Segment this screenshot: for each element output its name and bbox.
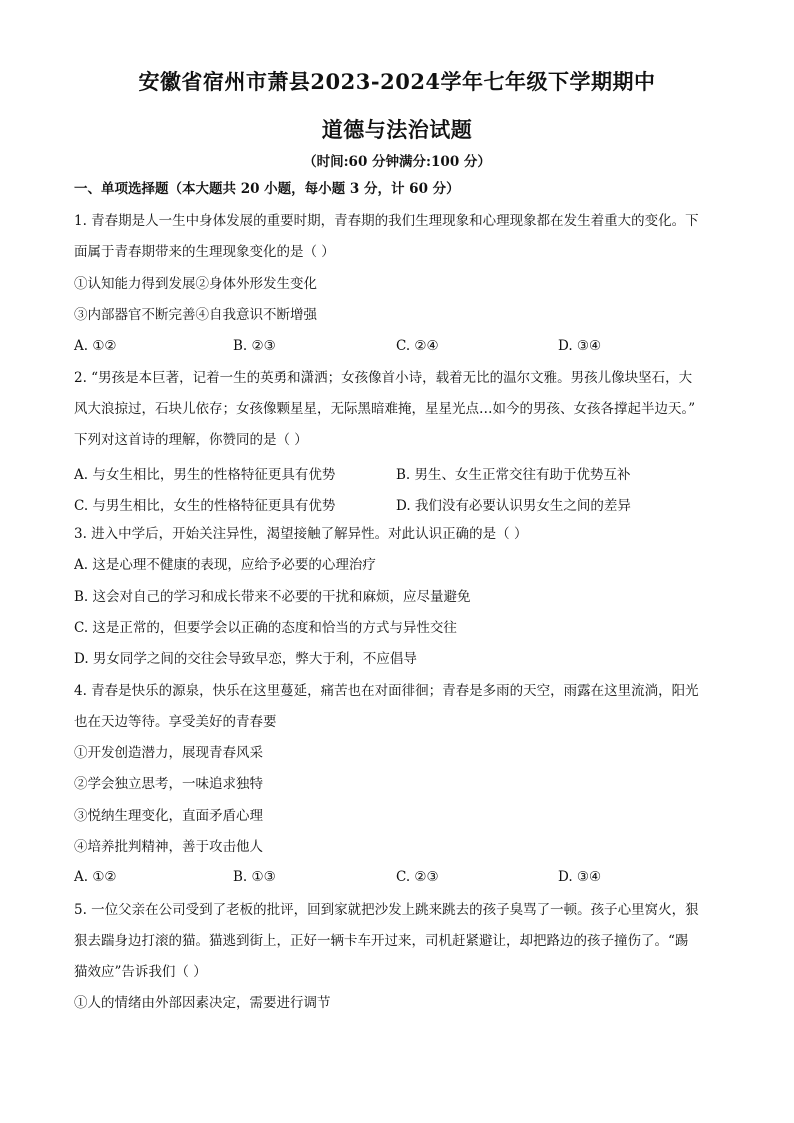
q3-stem-line1: 3. 进入中学后，开始关注异性，渴望接触了解异性。对此认识正确的是（ ） xyxy=(74,526,528,542)
q1-option-c: C. ②④ xyxy=(396,338,439,354)
q2-option-c: C. 与男生相比，女生的性格特征更具有优势 xyxy=(74,498,336,514)
section-heading: 一、单项选择题（本大题共 20 小题，每小题 3 分，计 60 分） xyxy=(74,181,460,197)
q3-option-d: D. 男女同学之间的交往会导致早恋，弊大于利，不应倡导 xyxy=(74,651,417,667)
q4-item-line3: ③悦纳生理变化，直面矛盾心理 xyxy=(74,808,263,824)
q1-option-d: D. ③④ xyxy=(558,338,602,354)
q2-stem-line3: 下列对这首诗的理解，你赞同的是（ ） xyxy=(74,432,308,448)
q1-option-a: A. ①② xyxy=(74,338,117,354)
q2-stem-line1: 2. “男孩是本巨著，记着一生的英勇和潇洒；女孩像首小诗，载着无比的温尔文雅。男孩儿像块坚石，大 xyxy=(74,370,693,386)
q4-option-d: D. ③④ xyxy=(558,869,602,885)
q4-option-c: C. ②③ xyxy=(396,869,439,885)
exam-time-score: （时间:60 分钟满分:100 分） xyxy=(303,154,491,170)
q5-stem-line3: 猫效应”告诉我们（ ） xyxy=(74,964,207,980)
exam-subject-title: 道德与法治试题 xyxy=(321,117,473,142)
q5-stem-line2: 狠去踹身边打滚的猫。猫逃到街上，正好一辆卡车开过来，司机赶紧避让，却把路边的孩子撞伤了。“踢 xyxy=(74,933,689,949)
q4-option-b: B. ①③ xyxy=(233,869,276,885)
q4-item-line2: ②学会独立思考，一味追求独特 xyxy=(74,776,263,792)
q3-option-c: C. 这是正常的，但要学会以正确的态度和恰当的方式与异性交往 xyxy=(74,620,457,636)
q5-item-line1: ①人的情绪由外部因素决定，需要进行调节 xyxy=(74,995,331,1011)
q5-stem-line1: 5. 一位父亲在公司受到了老板的批评，回到家就把沙发上跳来跳去的孩子臭骂了一顿。孩子心里窝火，狠 xyxy=(74,902,699,918)
q1-option-b: B. ②③ xyxy=(233,338,276,354)
exam-title: 安徽省宿州市萧县2023-2024学年七年级下学期期中 xyxy=(138,69,656,94)
q2-option-a: A. 与女生相比，男生的性格特征更具有优势 xyxy=(74,467,336,483)
q1-stem-line2: 面属于青春期带来的生理现象变化的是（ ） xyxy=(74,244,335,260)
q1-item-line1: ①认知能力得到发展②身体外形发生变化 xyxy=(74,276,317,292)
q3-option-b: B. 这会对自己的学习和成长带来不必要的干扰和麻烦，应尽量避免 xyxy=(74,589,471,605)
q2-option-b: B. 男生、女生正常交往有助于优势互补 xyxy=(396,467,631,483)
q4-stem-line2: 也在天边等待。享受美好的青春要 xyxy=(74,714,277,730)
q2-stem-line2: 风大浪掠过，石块儿依存；女孩像颗星星，无际黑暗难掩，星星光点…如今的男孩、女孩各撑起半边天。” xyxy=(74,401,696,417)
q4-item-line4: ④培养批判精神，善于攻击他人 xyxy=(74,839,263,855)
q4-item-line1: ①开发创造潜力，展现青春风采 xyxy=(74,745,263,761)
q1-item-line2: ③内部器官不断完善④自我意识不断增强 xyxy=(74,307,317,323)
q2-option-d: D. 我们没有必要认识男女生之间的差异 xyxy=(396,498,631,514)
q4-stem-line1: 4. 青春是快乐的源泉，快乐在这里蔓延，痛苦也在对面徘徊；青春是多雨的天空，雨露在这里流淌，阳光 xyxy=(74,683,699,699)
q1-stem-line1: 1. 青春期是人一生中身体发展的重要时期，青春期的我们生理现象和心理现象都在发生着重大的变化。下 xyxy=(74,213,699,229)
q3-option-a: A. 这是心理不健康的表现，应给予必要的心理治疗 xyxy=(74,557,376,573)
q4-option-a: A. ①② xyxy=(74,869,117,885)
